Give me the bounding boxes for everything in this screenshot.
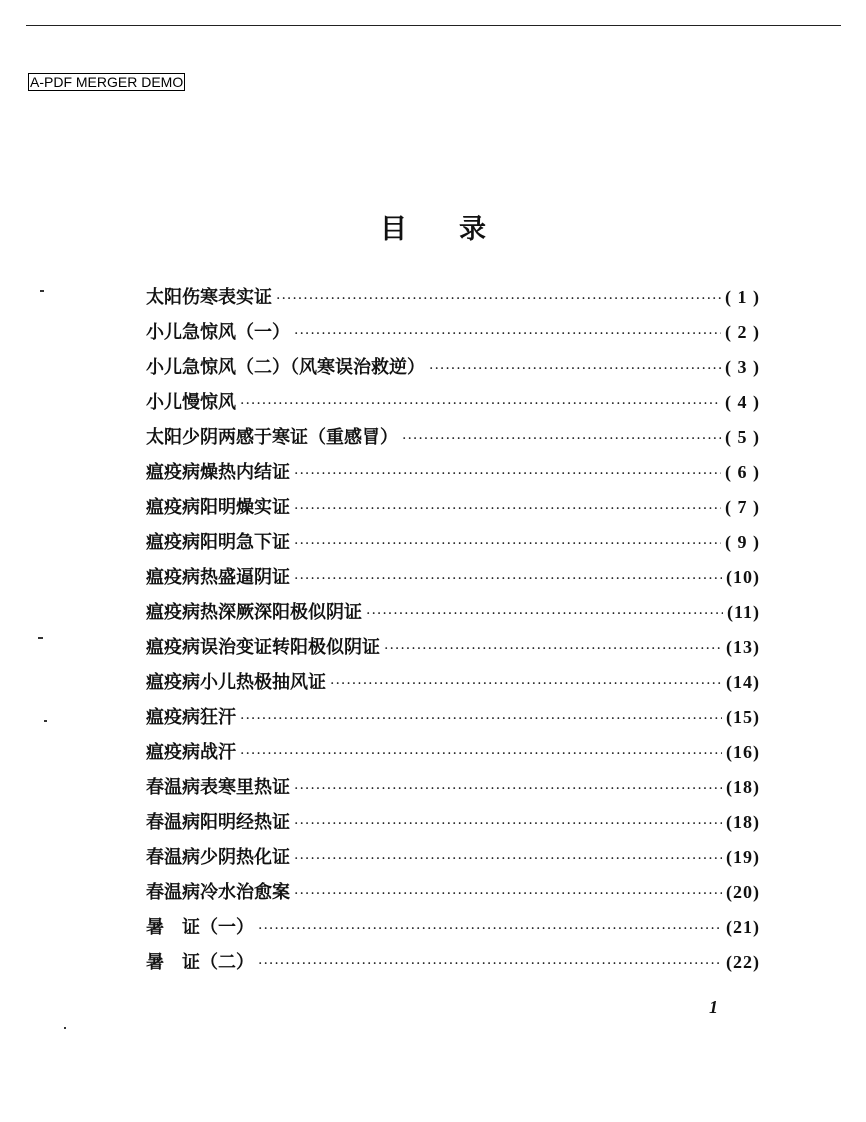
dot-leader [258, 912, 722, 947]
toc-entry[interactable] [146, 525, 760, 560]
title-char-1: 目 [380, 214, 407, 245]
dot-leader [294, 842, 722, 877]
toc-entry[interactable] [146, 385, 760, 420]
watermark-label: A-PDF MERGER DEMO [30, 74, 184, 90]
toc-entry-label: 暑 证（二） [146, 952, 254, 973]
dot-leader [294, 527, 721, 562]
toc-entry-label: 瘟疫病战汗 [146, 742, 236, 763]
dot-leader [276, 282, 721, 317]
toc-entry-page: (20) [726, 882, 760, 902]
toc-entry-page: ( 1 ) [725, 287, 760, 307]
toc-entry-label: 瘟疫病燥热内结证 [146, 462, 290, 483]
scan-speck [38, 637, 43, 639]
toc-entry-page: (16) [726, 742, 760, 762]
toc-entry-page: ( 2 ) [725, 322, 760, 342]
toc-entry-label: 瘟疫病小儿热极抽风证 [146, 672, 326, 693]
toc-entry[interactable] [146, 560, 760, 595]
toc-entry-label: 瘟疫病热深厥深阳极似阴证 [146, 602, 362, 623]
toc-entry-page: (10) [726, 567, 760, 587]
dot-leader [240, 737, 722, 772]
toc-entry[interactable] [146, 735, 760, 770]
scan-speck [44, 720, 47, 722]
toc-entry-page: ( 4 ) [725, 392, 760, 412]
toc-entry-label: 暑 证（一） [146, 917, 254, 938]
toc-entry-page: ( 3 ) [725, 357, 760, 377]
toc-entry-page: (15) [726, 707, 760, 727]
toc-entry[interactable] [146, 665, 760, 700]
toc-entry-label: 春温病表寒里热证 [146, 777, 290, 798]
toc-entry-page: (19) [726, 847, 760, 867]
toc-entry-label: 瘟疫病狂汗 [146, 707, 236, 728]
page-number: 1 [709, 997, 718, 1017]
toc-entry-label: 瘟疫病阳明急下证 [146, 532, 290, 553]
toc-entry[interactable] [146, 455, 760, 490]
dot-leader [258, 947, 722, 982]
scan-speck [40, 290, 44, 292]
dot-leader [402, 422, 721, 457]
dot-leader [294, 492, 721, 527]
toc-entry[interactable] [146, 875, 760, 910]
toc-entry-label: 春温病少阴热化证 [146, 847, 290, 868]
page-title [0, 213, 866, 247]
toc-entry[interactable] [146, 630, 760, 665]
toc-entry-page: (18) [726, 812, 760, 832]
toc-entry-label: 小儿急惊风（一） [146, 322, 290, 343]
dot-leader [294, 317, 721, 352]
dot-leader [330, 667, 722, 702]
toc-entry-label: 瘟疫病误治变证转阳极似阴证 [146, 637, 380, 658]
toc-entry-label: 太阳少阴两感于寒证（重感冒） [146, 427, 398, 448]
toc-entry-page: (18) [726, 777, 760, 797]
toc-entry[interactable] [146, 280, 760, 315]
toc-entry-label: 春温病阳明经热证 [146, 812, 290, 833]
toc-entry-page: ( 7 ) [725, 497, 760, 517]
table-of-contents [146, 280, 760, 980]
toc-entry-page: (13) [726, 637, 760, 657]
top-rule [26, 25, 841, 26]
toc-entry[interactable] [146, 595, 760, 630]
toc-entry[interactable] [146, 805, 760, 840]
toc-entry-page: (22) [726, 952, 760, 972]
toc-entry-label: 瘟疫病阳明燥实证 [146, 497, 290, 518]
toc-entry-label: 小儿慢惊风 [146, 392, 236, 413]
toc-entry-page: ( 5 ) [725, 427, 760, 447]
dot-leader [240, 387, 721, 422]
dot-leader [429, 352, 721, 387]
scan-speck [64, 1027, 66, 1029]
toc-entry-page: ( 6 ) [725, 462, 760, 482]
toc-entry[interactable] [146, 945, 760, 980]
toc-entry[interactable] [146, 350, 760, 385]
toc-entry-label: 小儿急惊风（二）（风寒误治救逆） [146, 357, 425, 378]
toc-entry[interactable] [146, 840, 760, 875]
dot-leader [294, 772, 722, 807]
toc-entry[interactable] [146, 490, 760, 525]
toc-entry[interactable] [146, 420, 760, 455]
title-char-2: 录 [459, 214, 486, 245]
toc-entry-label: 春温病冷水治愈案 [146, 882, 290, 903]
dot-leader [366, 597, 723, 632]
toc-entry-page: (21) [726, 917, 760, 937]
toc-entry[interactable] [146, 770, 760, 805]
dot-leader [294, 562, 722, 597]
toc-entry-page: (11) [727, 602, 760, 622]
dot-leader [294, 877, 722, 912]
toc-entry[interactable] [146, 315, 760, 350]
toc-entry-label: 瘟疫病热盛逼阴证 [146, 567, 290, 588]
toc-entry[interactable] [146, 700, 760, 735]
toc-entry[interactable] [146, 910, 760, 945]
toc-entry-page: (14) [726, 672, 760, 692]
toc-entry-page: ( 9 ) [725, 532, 760, 552]
dot-leader [384, 632, 722, 667]
dot-leader [294, 807, 722, 842]
toc-entry-label: 太阳伤寒表实证 [146, 287, 272, 308]
dot-leader [294, 457, 721, 492]
dot-leader [240, 702, 722, 737]
